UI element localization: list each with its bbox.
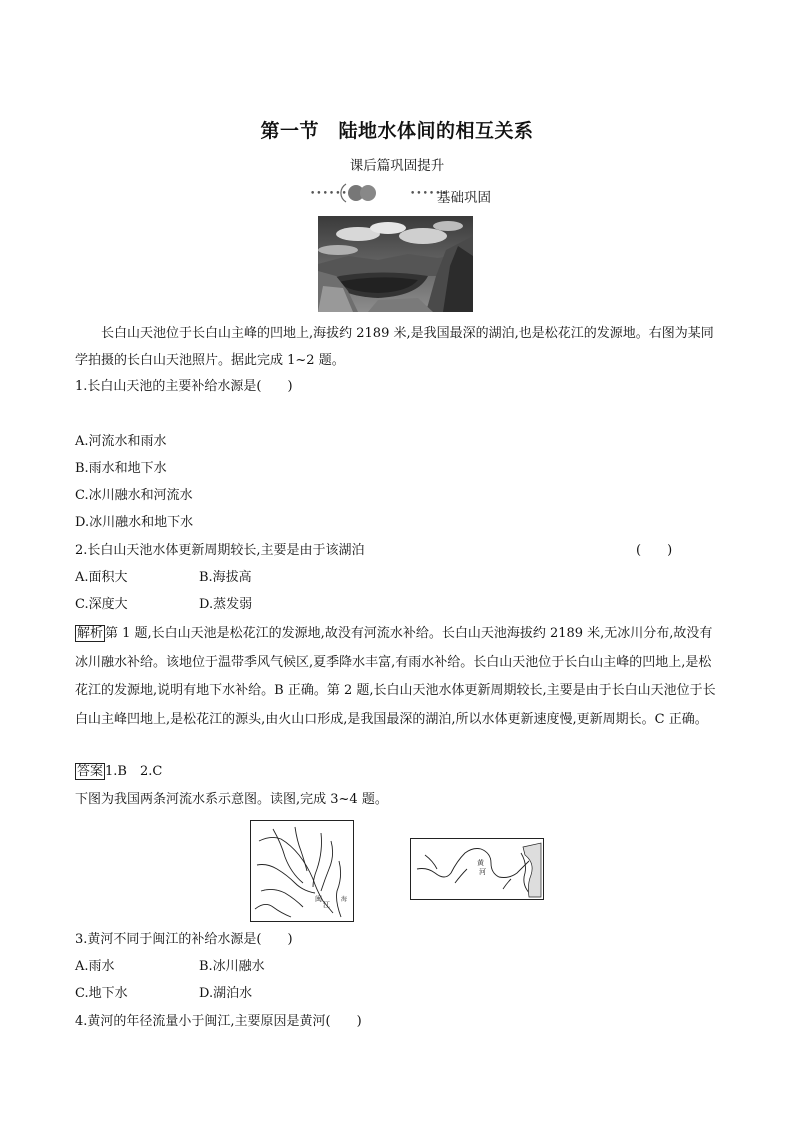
analysis-block [75,620,723,734]
question-2-option-c: C.深度大 [75,597,128,612]
question-1-option-c: C.冰川融水和河流水 [75,488,193,503]
map-label-jiang: 江 [323,901,330,909]
question-3-option-b: B.冰川融水 [199,959,265,974]
question-1-option-b: B.雨水和地下水 [75,461,167,476]
tianchi-lake-photo [318,216,473,312]
analysis-text: 第 1 题,长白山天池是松花江的发源地,故没有河流水补给。长白山天池海拔约 2189 米,无冰川分布,故没有冰川融水补给。该地位于温带季风气候区,夏季降水丰富,有雨水补给。长白山天池位于长白山主峰的凹地上,是松花江的发源地,说明有地下水补给。B 正确。第 2 题,长白山天池水体更新周期较长,主要是由于长白山天池位于长白山主峰凹地上,是松花江的源头,由火山口形成,是我国最深的湖泊,所以水体更新速度慢,更新周期长。C 正确。 [75,626,716,727]
question-2-stem: 2.长白山天池水体更新周期较长,主要是由于该湖泊 [75,543,365,558]
answer-tag: 答案 [77,764,104,779]
page-subtitle: 课后篇巩固提升 [349,158,445,174]
map-label-huang: 黄 [477,859,484,867]
question-2-option-b: B.海拔高 [199,570,252,585]
question-2-answer-paren: ( ) [636,543,673,558]
map-label-he: 河 [479,868,486,876]
intro-paragraph-2: 下图为我国两条河流水系示意图。读图,完成 3~4 题。 [75,792,388,807]
question-3-option-c: C.地下水 [75,986,128,1001]
question-2-option-d: D.蒸发弱 [199,597,253,612]
page-title: 第一节 陆地水体间的相互关系 [260,120,534,142]
question-1-option-d: D.冰川融水和地下水 [75,515,194,530]
intro-paragraph-1: 长白山天池位于长白山主峰的凹地上,海拔约 2189 米,是我国最深的湖泊,也是松花江的发源地。右图为某同学拍摄的长白山天池照片。据此完成 1~2 题。 [75,326,714,368]
question-1-stem: 1.长白山天池的主要补给水源是( ) [75,379,293,394]
analysis-tag: 解析 [77,626,104,641]
answer-text: 1.B 2.C [105,764,163,779]
section-header [310,180,510,206]
minjiang-river-map [250,820,354,922]
section-label: 基础巩固 [437,190,491,206]
map-label-sea: 海 [341,896,348,903]
question-4-stem: 4.黄河的年径流量小于闽江,主要原因是黄河( ) [75,1014,362,1029]
question-2-option-a: A.面积大 [75,570,128,585]
question-1-option-a: A.河流水和雨水 [75,434,167,449]
answer-block [75,762,162,782]
question-3-option-d: D.湖泊水 [199,986,253,1001]
dots-left: •••••• [310,189,348,199]
double-circle-icon [338,180,380,206]
dots-right: •••••• [410,189,448,199]
map-label-min: 闽 [315,895,322,903]
huanghe-river-map [410,838,544,900]
question-3-stem: 3.黄河不同于闽江的补给水源是( ) [75,932,293,947]
question-3-option-a: A.雨水 [75,959,115,974]
